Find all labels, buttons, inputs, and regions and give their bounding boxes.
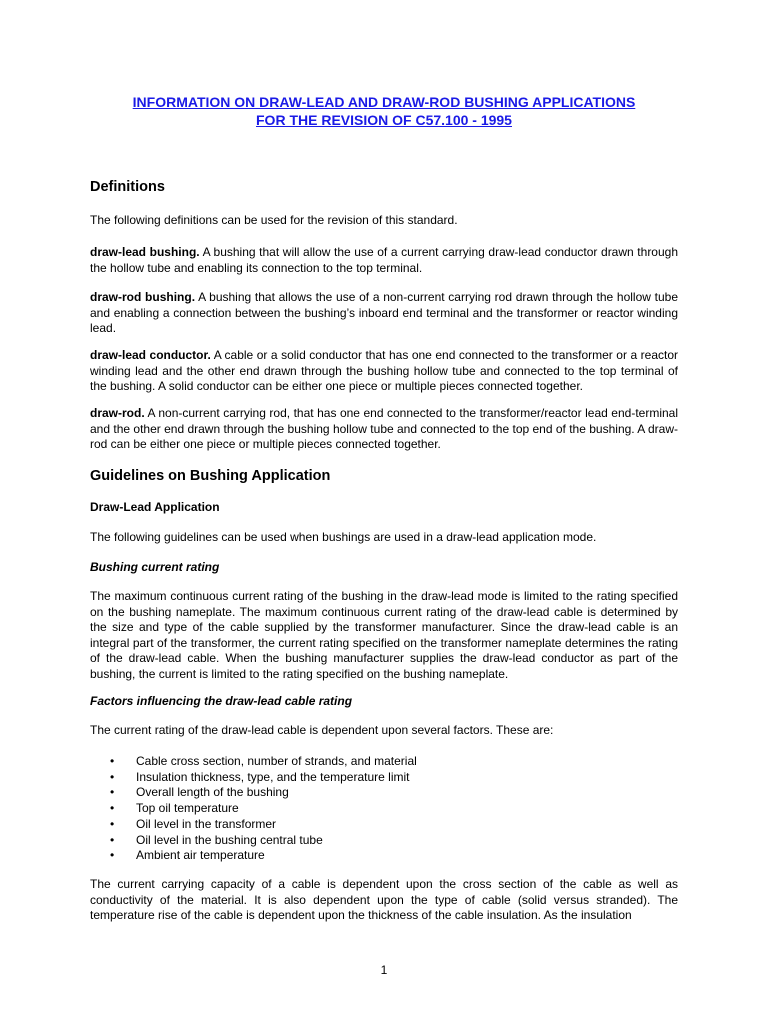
bullet-icon: •: [110, 801, 115, 816]
definitions-intro: The following definitions can be used for the revision of this standard.: [90, 213, 458, 227]
factors-heading: Factors influencing the draw-lead cable rating: [90, 694, 353, 708]
factors-closing-text: The current carrying capacity of a cable is dependent upon the cross section of the cable as well as conductivity of the material. It is also dependent upon the type of cable (solid versus stranded). The temperature rise of the cable is dependent upon the thickness of the cable insulation. As the insulation: [90, 877, 678, 923]
bullet-icon: •: [110, 769, 115, 784]
definitions-heading: Definitions: [90, 179, 165, 195]
list-item-text: Overall length of the bushing: [136, 785, 289, 800]
definition-draw-rod-bushing: [90, 290, 678, 337]
factors-intro: The current rating of the draw-lead cable is dependent upon several factors. These are:: [90, 723, 554, 737]
list-item: [90, 848, 678, 864]
list-item-text: Cable cross section, number of strands, and material: [136, 754, 417, 768]
definition-draw-lead-conductor: [90, 348, 678, 395]
draw-lead-application-heading: Draw-Lead Application: [90, 500, 220, 514]
list-item-text: Oil level in the bushing central tube: [136, 832, 323, 847]
page-number: 1: [380, 963, 388, 977]
list-item: [90, 754, 678, 770]
definition-text: A bushing that will allow the use of a current carrying draw-lead conductor drawn through the hollow tube and enabling its connection to the top terminal.: [90, 245, 679, 275]
bullet-icon: •: [110, 848, 115, 863]
definition-draw-lead-bushing: [90, 245, 678, 276]
bushing-current-rating-text: The maximum continuous current rating of the bushing in the draw-lead mode is limited to the rating specified on the bushing nameplate. The maximum continuous current rating of the draw-lead cable is determined by the size and type of the cable supplied by the transformer manufacturer. Since the draw-lead cable is an integral part of the transformer, the current rating specified on the transformer nameplate determines the rating of the draw-lead cable. When the bushing manufacturer supplies the draw-lead conductor as part of the bushing, the current is limited to the rating specified on the bushing nameplate.: [90, 589, 678, 681]
list-item: [90, 833, 678, 849]
list-item: [90, 801, 678, 817]
definition-text: A cable or a solid conductor that has one end connected to the transformer or a reactor winding lead and the other end drawn through the bushing hollow tube and connected to the top terminal of the bushing. A solid conductor can be either one piece or multiple pieces connected together.: [90, 348, 679, 394]
bullet-icon: •: [110, 832, 115, 847]
factors-list: [90, 754, 678, 864]
definition-text: A bushing that allows the use of a non-current carrying rod drawn through the hollow tube and enabling a connection between the bushing’s inboard end terminal and the transformer or reactor winding lead.: [90, 290, 678, 336]
definition-text: A non-current carrying rod, that has one end connected to the transformer/reactor lead end-terminal and the other end drawn through the bushing hollow tube and connected to the top end of the bushing. A draw-rod can be either one piece or multiple pieces connected together.: [90, 406, 678, 452]
definition-term: draw-lead conductor.: [90, 348, 211, 362]
guidelines-intro: The following guidelines can be used when bushings are used in a draw-lead application mode.: [90, 530, 597, 544]
definition-term: draw-rod.: [90, 406, 145, 420]
definition-term: draw-lead bushing.: [90, 245, 200, 259]
list-item-text: Insulation thickness, type, and the temperature limit: [136, 769, 410, 784]
definition-draw-rod: [90, 406, 678, 453]
title-line-1: INFORMATION ON DRAW-LEAD AND DRAW-ROD BUSHING APPLICATIONS: [132, 94, 636, 110]
list-item-text: Top oil temperature: [136, 801, 239, 816]
bullet-icon: •: [110, 754, 115, 768]
list-item: [90, 770, 678, 786]
list-item: [90, 817, 678, 833]
bullet-icon: •: [110, 816, 115, 831]
bushing-current-rating-heading: Bushing current rating: [90, 560, 220, 574]
bullet-icon: •: [110, 785, 115, 800]
list-item-text: Ambient air temperature: [136, 848, 265, 863]
guidelines-heading: Guidelines on Bushing Application: [90, 468, 331, 484]
title-line-2: FOR THE REVISION OF C57.100 - 1995: [256, 112, 512, 128]
list-item-text: Oil level in the transformer: [136, 816, 277, 831]
list-item: [90, 785, 678, 801]
definition-term: draw-rod bushing.: [90, 290, 196, 304]
document-title: [90, 93, 678, 129]
